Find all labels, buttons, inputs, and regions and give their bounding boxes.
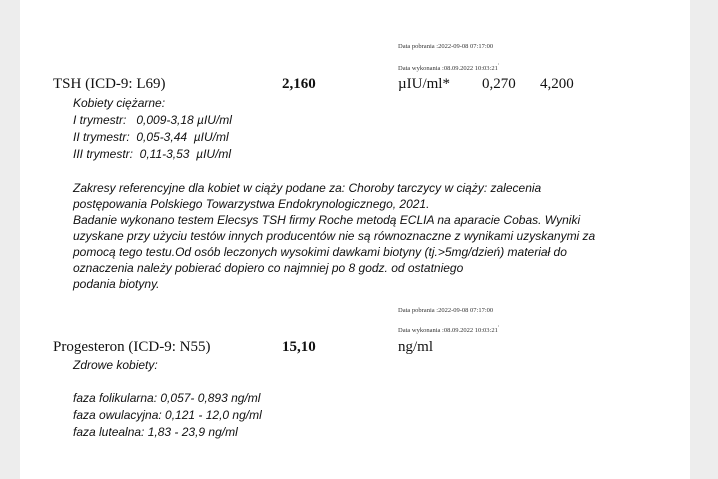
tsh-exec-date: Data wykonania :08.09.2022 10:03:21' <box>398 63 499 73</box>
tsh-ref-low: 0,270 <box>482 76 516 92</box>
tsh-note-line: Badanie wykonano testem Elecsys TSH firmy Roche metodą ECLIA na aparacie Cobas. Wyniki <box>73 213 581 227</box>
progesteron-range-1: faza folikularna: 0,057- 0,893 ng/ml <box>73 391 261 405</box>
tsh-note-line: postępowania Polskiego Towarzystwa Endokrynologicznego, 2021. <box>73 197 430 211</box>
tsh-note-line: podania biotyny. <box>73 277 160 291</box>
tsh-note <box>73 180 595 292</box>
progesteron-test-name: Progesteron (ICD-9: N55) <box>53 339 211 355</box>
tsh-note-line: oznaczenia należy pobierać dopiero co najmniej po 8 godz. od ostatniego <box>73 261 464 275</box>
progesteron-download-date: Data pobrania :2022-09-08 07:17:00 <box>398 307 494 314</box>
lab-report-page <box>20 0 690 479</box>
progesteron-range-3: faza lutealna: 1,83 - 23,9 ng/ml <box>73 425 238 439</box>
progesteron-group-label: Zdrowe kobiety: <box>73 358 158 372</box>
tsh-unit: µIU/ml* <box>398 76 450 92</box>
tsh-range-2: II trymestr: 0,05-3,44 µIU/ml <box>73 130 229 144</box>
progesteron-exec-date: Data wykonania :08.09.2022 10:03:21' <box>398 325 499 335</box>
tsh-range-3: III trymestr: 0,11-3,53 µIU/ml <box>73 147 232 161</box>
tsh-result: 2,160 <box>282 76 316 92</box>
progesteron-unit: ng/ml <box>398 339 434 355</box>
progesteron-range-2: faza owulacyjna: 0,121 - 12,0 ng/ml <box>73 408 262 422</box>
tsh-test-name: TSH (ICD-9: L69) <box>53 76 166 92</box>
tsh-note-line: Zakresy referencyjne dla kobiet w ciąży podane za: Choroby tarczycy w ciąży: zalecenia <box>73 181 542 195</box>
tsh-download-date: Data pobrania :2022-09-08 07:17:00 <box>398 43 494 50</box>
tsh-note-line: uzyskane przy użyciu testów innych producentów nie są równoznaczne z wynikami uzyskanymi za <box>73 229 596 243</box>
tsh-group-label: Kobiety ciężarne: <box>73 96 166 110</box>
tsh-ref-high: 4,200 <box>540 76 574 92</box>
progesteron-result: 15,10 <box>282 339 316 355</box>
tsh-range-1: I trymestr: 0,009-3,18 µIU/ml <box>73 113 232 127</box>
tsh-note-line: pomocą tego testu.Od osób leczonych wysokimi dawkami biotyny (tj.>5mg/dzień) materiał do <box>73 245 567 259</box>
